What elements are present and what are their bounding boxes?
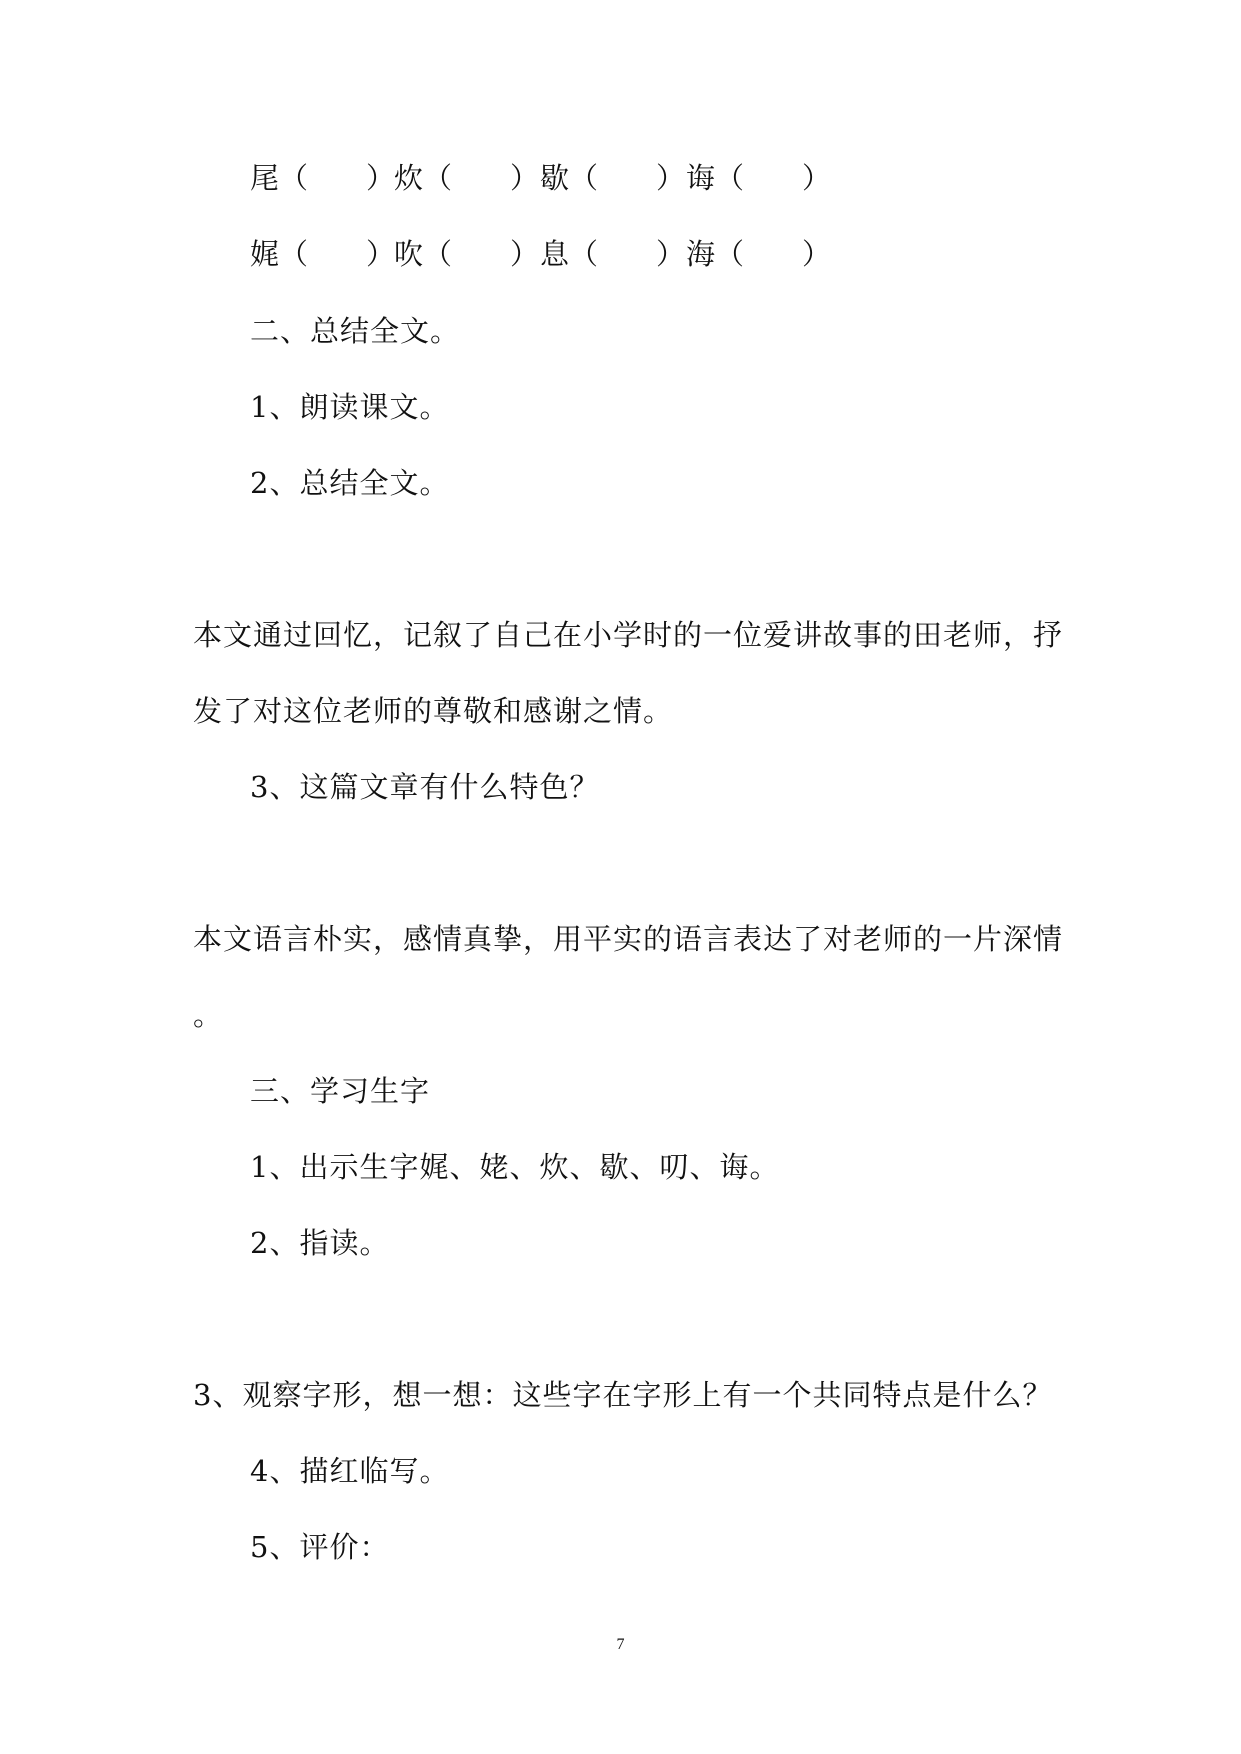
features-paragraph-line-1: 本文语言朴实，感情真挚，用平实的语言表达了对老师的一片深情	[193, 922, 1064, 956]
step-point-read: 2、指读。	[250, 1226, 390, 1260]
page-number: 7	[616, 1636, 625, 1653]
char-blank-2-3: 息（ ）	[540, 237, 686, 271]
char-blank-2-2: 吹（ ）	[394, 237, 540, 271]
char-blank-1-1: 尾（ ）	[250, 161, 396, 195]
char-blank-1-4: 诲（ ）	[686, 161, 832, 195]
question-features: 3、这篇文章有什么特色？	[250, 770, 600, 804]
section-heading-summary: 二、总结全文。	[250, 314, 461, 348]
char-blank-1-2: 炊（ ）	[394, 161, 540, 195]
features-paragraph-line-2: 。	[193, 998, 224, 1032]
step-evaluate: 5、评价：	[250, 1530, 390, 1564]
step-trace-copy: 4、描红临写。	[250, 1454, 450, 1488]
section-heading-new-characters: 三、学习生字	[250, 1074, 431, 1108]
summary-paragraph-line-2: 发了对这位老师的尊敬和感谢之情。	[193, 694, 674, 728]
char-blank-2-1: 娓（ ）	[250, 237, 396, 271]
step-observe-shape: 3、观察字形，想一想：这些字在字形上有一个共同特点是什么？	[193, 1378, 1053, 1412]
step-show-characters: 1、出示生字娓、姥、炊、歇、叨、诲。	[250, 1150, 780, 1184]
step-read-aloud: 1、朗读课文。	[250, 390, 450, 424]
step-summarize: 2、总结全文。	[250, 466, 450, 500]
summary-paragraph-line-1: 本文通过回忆，记叙了自己在小学时的一位爱讲故事的田老师，抒	[193, 618, 1064, 652]
char-blank-2-4: 海（ ）	[686, 237, 832, 271]
char-blank-1-3: 歇（ ）	[540, 161, 686, 195]
